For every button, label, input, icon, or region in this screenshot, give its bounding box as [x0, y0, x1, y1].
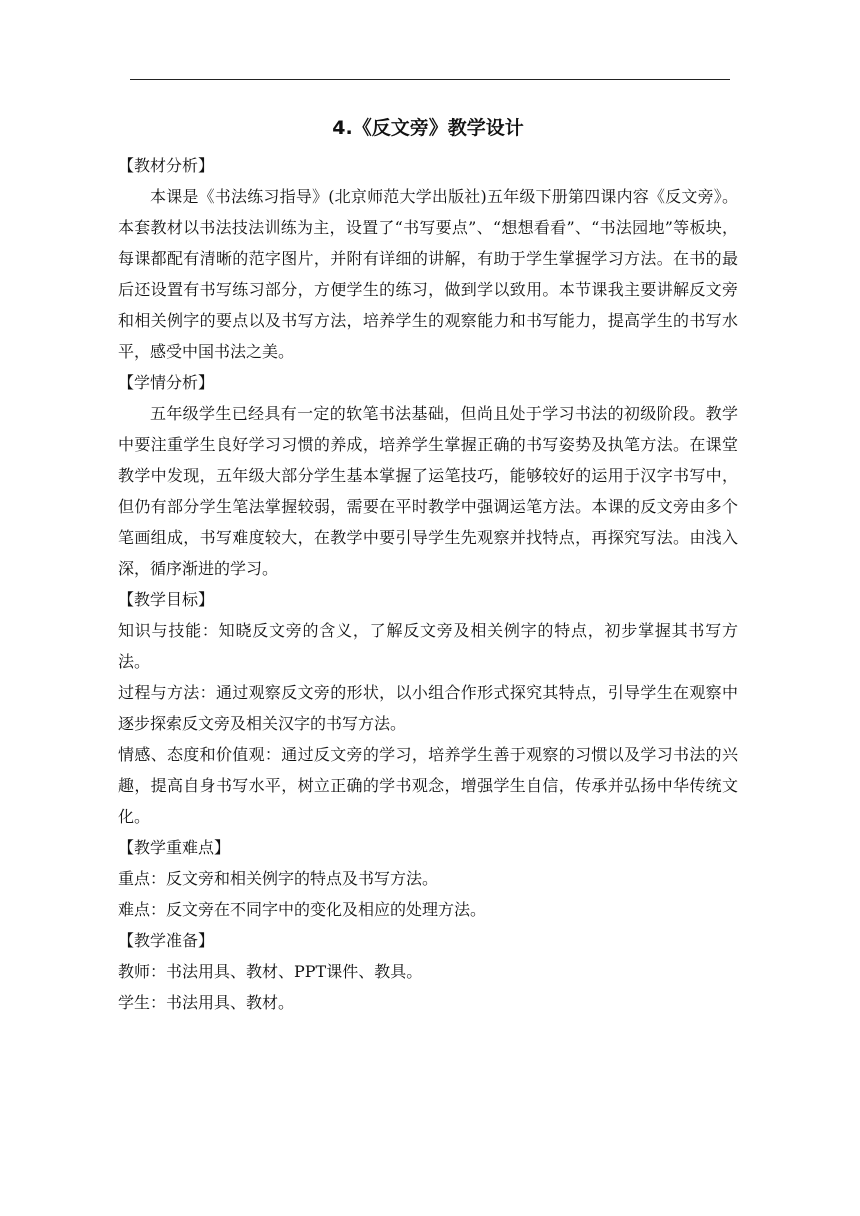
document-body: [118, 110, 738, 1018]
paragraph: 过程与方法：通过观察反文旁的形状，以小组合作形式探究其特点，引导学生在观察中逐步探索反文旁及相关汉字的书写方法。: [118, 683, 738, 733]
paragraph: 情感、态度和价值观：通过反文旁的学习，培养学生善于观察的习惯以及学习书法的兴趣，提高自身书写水平，树立正确的学书观念，增强学生自信，传承并弘扬中华传统文化。: [118, 745, 738, 826]
section-heading: 【教学目标】: [118, 590, 215, 609]
paragraph: 重点：反文旁和相关例字的特点及书写方法。: [118, 869, 439, 888]
paragraph: 教师：书法用具、教材、PPT课件、教具。: [118, 962, 423, 981]
section-teaching-goals: [118, 584, 738, 832]
section-teaching-preparation: [118, 925, 738, 1018]
paragraph: 本课是《书法练习指导》(北京师范大学出版社)五年级下册第四课内容《反文旁》。本套教材以书法技法训练为主，设置了“书写要点”、“想想看看”、“书法园地”等板块，每课都配有清晰的范字图片，并附有详细的讲解，有助于学生掌握学习方法。在书的最后还设置有书写练习部分，方便学生的练习，做到学以致用。本节课我主要讲解反文旁和相关例字的要点以及书写方法，培养学生的观察能力和书写能力，提高学生的书写水平，感受中国书法之美。: [118, 187, 738, 361]
section-heading: 【教学准备】: [118, 931, 215, 950]
section-student-analysis: [118, 367, 738, 584]
section-heading: 【教材分析】: [118, 156, 215, 175]
paragraph: 五年级学生已经具有一定的软笔书法基础，但尚且处于学习书法的初级阶段。教学中要注重学生良好学习习惯的养成，培养学生掌握正确的书写姿势及执笔方法。在课堂教学中发现，五年级大部分学生基本掌握了运笔技巧，能够较好的运用于汉字书写中，但仍有部分学生笔法掌握较弱，需要在平时教学中强调运笔方法。本课的反文旁由多个笔画组成，书写难度较大，在教学中要引导学生先观察并找特点，再探究写法。由浅入深，循序渐进的学习。: [118, 404, 738, 578]
section-textbook-analysis: [118, 150, 738, 367]
section-heading: 【学情分析】: [118, 373, 215, 392]
paragraph: 学生：书法用具、教材。: [118, 993, 295, 1012]
section-heading: 【教学重难点】: [118, 838, 231, 857]
section-key-difficult-points: [118, 832, 738, 925]
paragraph: 难点：反文旁在不同字中的变化及相应的处理方法。: [118, 900, 487, 919]
paragraph: 知识与技能：知晓反文旁的含义，了解反文旁及相关例字的特点，初步掌握其书写方法。: [118, 621, 738, 671]
document-title: 4.《反文旁》教学设计: [332, 117, 524, 139]
header-rule: [130, 79, 730, 80]
